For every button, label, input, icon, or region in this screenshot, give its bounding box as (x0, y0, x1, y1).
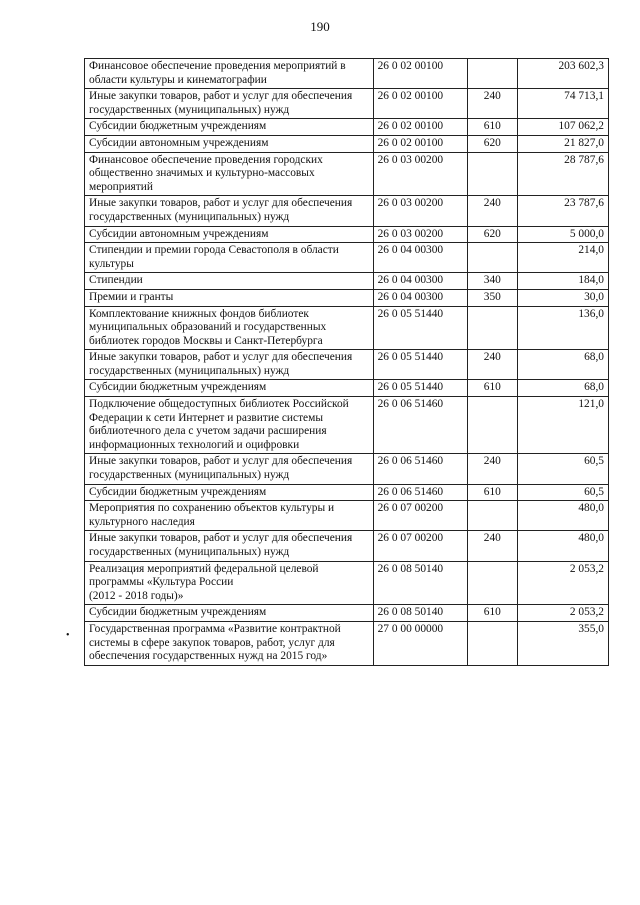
row-name-cell: Государственная программа «Развитие контрактной системы в сфере закупок товаров, работ, услуг для обеспечения государственных нужд на 2015 год» (85, 621, 374, 665)
row-vr-cell (467, 561, 517, 605)
row-name-cell: Премии и гранты (85, 289, 374, 306)
row-vr-cell: 610 (467, 119, 517, 136)
page-number: 190 (310, 19, 330, 34)
row-code-cell: 26 0 05 51440 (373, 380, 467, 397)
row-amount-cell: 68,0 (517, 380, 608, 397)
row-name-cell: Иные закупки товаров, работ и услуг для обеспечения государственных (муниципальных) нужд (85, 531, 374, 561)
row-vr-cell (467, 59, 517, 89)
row-code-cell: 26 0 02 00100 (373, 89, 467, 119)
row-name-cell: Субсидии бюджетным учреждениям (85, 119, 374, 136)
row-amount-cell: 214,0 (517, 243, 608, 273)
table-row (85, 350, 609, 380)
row-amount-cell: 23 787,6 (517, 196, 608, 226)
row-amount-cell: 28 787,6 (517, 152, 608, 196)
row-vr-cell: 620 (467, 135, 517, 152)
table-row (85, 306, 609, 350)
row-vr-cell: 620 (467, 226, 517, 243)
table-row (85, 380, 609, 397)
row-name-cell: Стипендии и премии города Севастополя в области культуры (85, 243, 374, 273)
row-code-cell: 26 0 02 00100 (373, 135, 467, 152)
row-amount-cell: 480,0 (517, 531, 608, 561)
row-vr-cell (467, 501, 517, 531)
table-row (85, 454, 609, 484)
row-vr-cell: 240 (467, 89, 517, 119)
row-amount-cell: 74 713,1 (517, 89, 608, 119)
row-amount-cell: 136,0 (517, 306, 608, 350)
row-vr-cell: 340 (467, 273, 517, 290)
table-row (85, 273, 609, 290)
table-row (85, 135, 609, 152)
row-amount-cell: 30,0 (517, 289, 608, 306)
row-name-cell: Субсидии автономным учреждениям (85, 135, 374, 152)
scan-speck: • (66, 630, 70, 641)
row-vr-cell: 610 (467, 484, 517, 501)
row-name-cell: Субсидии бюджетным учреждениям (85, 605, 374, 622)
row-code-cell: 26 0 07 00200 (373, 531, 467, 561)
row-code-cell: 26 0 05 51440 (373, 350, 467, 380)
row-name-cell: Финансовое обеспечение проведения мероприятий в области культуры и кинематографии (85, 59, 374, 89)
row-name-cell: Подключение общедоступных библиотек Российской Федерации к сети Интернет и развитие системы библиотечного дела с учетом задачи расширения информационных технологий и оцифровки (85, 397, 374, 454)
row-code-cell: 26 0 04 00300 (373, 243, 467, 273)
row-amount-cell: 203 602,3 (517, 59, 608, 89)
row-code-cell: 26 0 02 00100 (373, 119, 467, 136)
row-name-cell: Иные закупки товаров, работ и услуг для обеспечения государственных (муниципальных) нужд (85, 89, 374, 119)
table-row (85, 501, 609, 531)
row-vr-cell: 240 (467, 196, 517, 226)
row-name-cell: Иные закупки товаров, работ и услуг для обеспечения государственных (муниципальных) нужд (85, 196, 374, 226)
row-code-cell: 26 0 06 51460 (373, 397, 467, 454)
row-name-cell: Иные закупки товаров, работ и услуг для обеспечения государственных (муниципальных) нужд (85, 350, 374, 380)
table-row (85, 59, 609, 89)
row-code-cell: 26 0 07 00200 (373, 501, 467, 531)
row-vr-cell: 350 (467, 289, 517, 306)
table-row (85, 196, 609, 226)
row-amount-cell: 68,0 (517, 350, 608, 380)
row-amount-cell: 2 053,2 (517, 605, 608, 622)
row-vr-cell (467, 621, 517, 665)
row-code-cell: 26 0 03 00200 (373, 196, 467, 226)
table-row (85, 561, 609, 605)
row-code-cell: 26 0 08 50140 (373, 605, 467, 622)
row-vr-cell (467, 243, 517, 273)
row-amount-cell: 5 000,0 (517, 226, 608, 243)
table-row (85, 621, 609, 665)
row-name-cell: Субсидии автономным учреждениям (85, 226, 374, 243)
row-amount-cell: 21 827,0 (517, 135, 608, 152)
row-vr-cell (467, 397, 517, 454)
row-amount-cell: 60,5 (517, 484, 608, 501)
table-row (85, 119, 609, 136)
row-code-cell: 26 0 03 00200 (373, 226, 467, 243)
budget-table (84, 58, 609, 666)
row-vr-cell: 240 (467, 454, 517, 484)
table-row (85, 484, 609, 501)
row-name-cell: Мероприятия по сохранению объектов культуры и культурного наследия (85, 501, 374, 531)
row-amount-cell: 2 053,2 (517, 561, 608, 605)
row-code-cell: 27 0 00 00000 (373, 621, 467, 665)
row-vr-cell: 240 (467, 350, 517, 380)
row-name-cell: Финансовое обеспечение проведения городских общественно значимых и культурно-массовых мероприятий (85, 152, 374, 196)
table-row (85, 289, 609, 306)
row-vr-cell (467, 306, 517, 350)
row-vr-cell: 610 (467, 605, 517, 622)
row-code-cell: 26 0 08 50140 (373, 561, 467, 605)
budget-table-body (85, 59, 609, 666)
row-name-cell: Субсидии бюджетным учреждениям (85, 484, 374, 501)
table-row (85, 152, 609, 196)
table-row (85, 89, 609, 119)
row-name-cell: Стипендии (85, 273, 374, 290)
row-amount-cell: 480,0 (517, 501, 608, 531)
row-code-cell: 26 0 06 51460 (373, 484, 467, 501)
row-name-cell: Субсидии бюджетным учреждениям (85, 380, 374, 397)
row-amount-cell: 121,0 (517, 397, 608, 454)
table-row (85, 243, 609, 273)
row-name-cell: Реализация мероприятий федеральной целевой программы «Культура России (2012 - 2018 годы)» (85, 561, 374, 605)
row-amount-cell: 184,0 (517, 273, 608, 290)
row-amount-cell: 60,5 (517, 454, 608, 484)
table-row (85, 226, 609, 243)
row-vr-cell: 240 (467, 531, 517, 561)
row-code-cell: 26 0 06 51460 (373, 454, 467, 484)
row-name-cell: Комплектование книжных фондов библиотек муниципальных образований и государственных библиотек городов Москвы и Санкт-Петербурга (85, 306, 374, 350)
row-vr-cell (467, 152, 517, 196)
row-vr-cell: 610 (467, 380, 517, 397)
row-name-cell: Иные закупки товаров, работ и услуг для обеспечения государственных (муниципальных) нужд (85, 454, 374, 484)
row-code-cell: 26 0 04 00300 (373, 273, 467, 290)
table-row (85, 531, 609, 561)
row-code-cell: 26 0 04 00300 (373, 289, 467, 306)
row-amount-cell: 107 062,2 (517, 119, 608, 136)
table-row (85, 605, 609, 622)
row-code-cell: 26 0 05 51440 (373, 306, 467, 350)
table-row (85, 397, 609, 454)
row-code-cell: 26 0 02 00100 (373, 59, 467, 89)
row-amount-cell: 355,0 (517, 621, 608, 665)
row-code-cell: 26 0 03 00200 (373, 152, 467, 196)
